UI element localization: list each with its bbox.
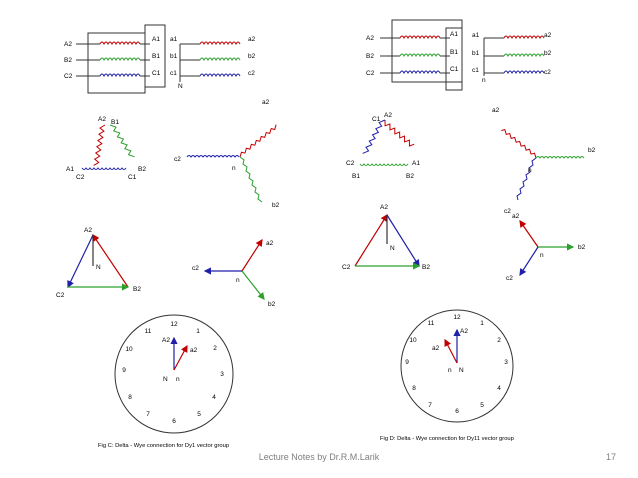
clock-4: 4	[212, 394, 216, 401]
phasor-C2: C2	[56, 292, 65, 299]
phasor-a2: a2	[266, 240, 274, 247]
clock-r-4: 4	[497, 385, 501, 392]
delta-B1: B1	[111, 119, 119, 126]
winding-diagram-right	[380, 20, 544, 90]
phasor-c2: c2	[192, 265, 199, 272]
label-A2-r: A2	[366, 35, 374, 42]
fig-c	[56, 25, 282, 449]
clock-right	[401, 310, 513, 422]
phasor-b2: b2	[268, 301, 276, 308]
clock-hand-a2: a2	[190, 347, 198, 354]
delta-C1-r: C1	[372, 116, 381, 123]
label-a2-r: a2	[544, 32, 552, 39]
phasor-N-r: N	[390, 245, 395, 252]
clock-r-6: 6	[455, 408, 459, 415]
label-b1: b1	[170, 53, 178, 60]
delta-B1-r: B1	[352, 173, 360, 180]
phasor-n-r: n	[540, 252, 544, 259]
wye-a2-r: a2	[492, 107, 500, 114]
clock-r-1: 1	[480, 320, 484, 327]
wye-n-r: n	[528, 167, 532, 174]
delta-connection-right	[360, 114, 414, 166]
clock-2: 2	[213, 345, 217, 352]
caption-fig-c: Fig C: Delta - Wye connection for Dy1 vector group	[98, 443, 230, 449]
clock-11: 11	[144, 328, 152, 335]
wye-c2-r: c2	[504, 208, 511, 215]
label-b2: b2	[248, 53, 256, 60]
clock-face-r	[401, 310, 513, 422]
delta-C2-r: C2	[346, 160, 355, 167]
phasor-B2: B2	[133, 286, 141, 293]
label-a1: a1	[170, 36, 178, 43]
slide-number: 17	[605, 452, 616, 462]
label-b1-r: b1	[472, 50, 480, 57]
clock-r-n: n	[448, 367, 452, 374]
label-C2: C2	[64, 73, 73, 80]
label-A1: A1	[152, 36, 160, 43]
phasor-N: N	[96, 264, 101, 271]
clock-r-hand-a2: a2	[432, 345, 440, 352]
phasor-a2-r: a2	[512, 213, 520, 220]
clock-hand-A2: A2	[162, 337, 170, 344]
label-a2: a2	[248, 36, 256, 43]
phasor-B2-r: B2	[422, 264, 430, 271]
delta-C2: C2	[76, 174, 85, 181]
label-A1-r: A1	[450, 31, 458, 38]
wye-a2: a2	[262, 99, 270, 106]
phasor-wye-right	[520, 221, 573, 275]
phasor-n: n	[236, 277, 240, 284]
wye-c2: c2	[174, 156, 181, 163]
clock-r-10: 10	[409, 337, 417, 344]
clock-r-8: 8	[412, 385, 416, 392]
phasor-delta-labels-left	[56, 227, 141, 299]
clock-12: 12	[170, 321, 178, 328]
phasor-C2-r: C2	[342, 264, 351, 271]
clock-9: 9	[122, 367, 126, 374]
label-A2: A2	[64, 41, 72, 48]
delta-A1-r: A1	[412, 160, 420, 167]
label-C2-r: C2	[366, 70, 375, 77]
delta-labels-left	[66, 116, 146, 181]
phasor-delta-left	[68, 235, 128, 287]
phasor-c2-r: c2	[506, 275, 513, 282]
label-B2: B2	[64, 57, 72, 64]
clock-7: 7	[146, 411, 150, 418]
label-b2-r: b2	[544, 50, 552, 57]
label-n-r: n	[482, 77, 486, 84]
label-B2-r: B2	[366, 53, 374, 60]
clock-5: 5	[197, 411, 201, 418]
clock-r-5: 5	[480, 402, 484, 409]
wye-labels-left	[174, 99, 280, 209]
clock-6: 6	[172, 418, 176, 425]
core-frame-left	[88, 33, 145, 93]
clock-left	[115, 315, 233, 433]
label-a1-r: a1	[472, 32, 480, 39]
caption-fig-d: Fig D: Delta - Wye connection for Dy11 vector group	[380, 436, 514, 442]
phasor-b2-r: b2	[578, 244, 586, 251]
clock-3: 3	[220, 371, 224, 378]
label-C1-r: C1	[450, 66, 459, 73]
clock-r-2: 2	[497, 337, 501, 344]
fig-d	[342, 20, 596, 442]
delta-B2: B2	[138, 166, 146, 173]
wye-n: n	[232, 165, 236, 172]
clock-r-N: N	[459, 367, 464, 374]
clock-1: 1	[196, 328, 200, 335]
clock-10: 10	[125, 346, 133, 353]
wye-b2: b2	[272, 202, 280, 209]
label-N: N	[178, 83, 183, 90]
phasor-wye-left	[205, 240, 264, 299]
clock-n: n	[176, 376, 180, 383]
label-B1: B1	[152, 53, 160, 60]
phasor-A2-r: A2	[380, 204, 388, 211]
clock-face	[115, 315, 233, 433]
clock-N: N	[163, 376, 168, 383]
label-C1: C1	[152, 70, 161, 77]
clock-r-hand-A2: A2	[460, 328, 468, 335]
wye-connection-left	[187, 125, 282, 202]
label-c2: c2	[248, 70, 255, 77]
wye-labels-right	[492, 107, 596, 215]
label-c1-r: c1	[472, 67, 479, 74]
delta-connection-left	[82, 123, 135, 170]
delta-A2: A2	[98, 116, 106, 123]
label-c1: c1	[170, 70, 177, 77]
clock-r-7: 7	[428, 402, 432, 409]
footer-note: Lecture Notes by Dr.R.M.Larik	[258, 452, 380, 462]
delta-A1: A1	[66, 166, 74, 173]
delta-C1: C1	[128, 174, 137, 181]
wye-connection-right	[497, 129, 584, 200]
wye-b2-r: b2	[588, 147, 596, 154]
delta-A2-r: A2	[384, 112, 392, 119]
delta-B2-r: B2	[406, 173, 414, 180]
label-c2-r: c2	[544, 69, 551, 76]
clock-r-9: 9	[405, 359, 409, 366]
clock-r-12: 12	[453, 314, 461, 321]
clock-8: 8	[128, 394, 132, 401]
phasor-delta-labels-right	[342, 204, 430, 271]
phasor-delta-right	[355, 215, 419, 266]
phasor-A2: A2	[84, 227, 92, 234]
winding-labels-right	[366, 31, 552, 84]
clock-r-3: 3	[504, 359, 508, 366]
clock-r-11: 11	[427, 320, 435, 327]
label-B1-r: B1	[450, 49, 458, 56]
